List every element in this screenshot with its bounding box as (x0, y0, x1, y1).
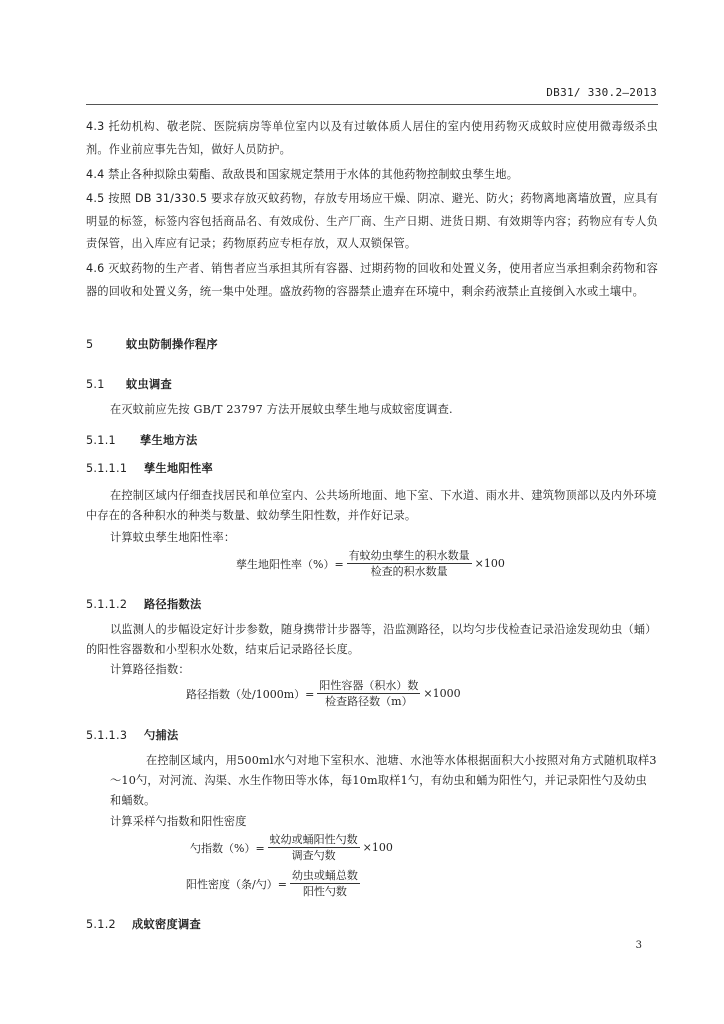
formula-denominator: 调查勺数 (291, 849, 336, 862)
section-5-heading (86, 336, 218, 352)
section-number: 5.1.2 (86, 918, 116, 931)
formula-denominator: 检查路径数（m） (325, 695, 413, 708)
section-number: 5 (86, 338, 94, 351)
formula-multiplier: ×100 (362, 841, 393, 854)
section-5-1-1-3-heading (86, 727, 178, 743)
section-5-1-1-2-body: 以监测人的步幅设定好计步参数，随身携带计步器等，沿监测路径，以均匀步伐检查记录沿途发现幼虫（蛹）的阳性容器数和小型积水处数，结束后记录路径长度。 (86, 623, 657, 656)
section-title: 路径指数法 (144, 598, 202, 611)
clause-4-3: 4.3 托幼机构、敬老院、医院病房等单位室内以及有过敏体质人居住的室内使用药物灭成蚊时应使用微毒级杀虫剂。作业前应事先告知，做好人员防护。 (86, 120, 658, 156)
formula-intro-2: 计算路径指数： (110, 663, 190, 676)
formula-lhs: 孳生地阳性率（%）= (236, 557, 344, 571)
formula-dip-index (190, 832, 393, 863)
section-title: 成蚊密度调查 (132, 918, 201, 931)
formula-breeding-positive-rate (236, 548, 505, 579)
section-title: 孳生地方法 (140, 434, 198, 447)
formula-denominator: 检查的积水数量 (370, 565, 448, 578)
clause-4-6: 4.6 灭蚊药物的生产者、销售者应当承担其所有容器、过期药物的回收和处置义务，使用者应当承担剩余药物和容器的回收和处置义务，统一集中处理。盛放药物的容器禁止遗弃在环境中，剩余药液禁止直接倒入水或土壤中。 (86, 262, 658, 298)
section-number: 5.1.1.2 (86, 598, 128, 611)
section-5-1-heading (86, 376, 172, 392)
clause-4-4: 4.4 禁止各种拟除虫菊酯、敌敌畏和国家规定禁用于水体的其他药物控制蚊虫孳生地。 (86, 168, 519, 181)
section-5-1-1-3-body: 在控制区域内，用500ml水勺对地下室积水、池塘、水池等水体根据面积大小按照对角方式随机取样3～10勺，对河流、沟渠、水生作物田等水体，每10m取样1勺，有幼虫和蛹为阳性勺，并记录阳性勺及幼虫和蛹数。 (110, 754, 657, 807)
section-5-1-1-2-heading (86, 596, 201, 612)
formula-lhs: 勺指数（%）= (190, 841, 265, 855)
section-number: 5.1.1.3 (86, 729, 128, 742)
formula-route-index (186, 678, 461, 709)
formula-positive-density (186, 868, 363, 899)
document-code: DB31/ 330.2—2013 (546, 86, 657, 99)
section-number: 5.1.1.1 (86, 462, 128, 475)
section-number: 5.1 (86, 378, 105, 391)
formula-numerator: 阳性容器（积水）数 (319, 679, 419, 692)
formula-numerator: 蚊幼或蛹阳性勺数 (269, 833, 358, 846)
formula-lhs: 路径指数（处/1000m）= (186, 687, 315, 701)
section-title: 勺捕法 (144, 729, 179, 742)
section-5-1-1-1-heading (86, 460, 213, 476)
formula-intro-3: 计算采样勺指数和阳性密度 (110, 815, 247, 828)
formula-multiplier: ×1000 (423, 687, 461, 700)
formula-numerator: 幼虫或蛹总数 (291, 869, 358, 882)
formula-lhs: 阳性密度（条/勺）= (186, 877, 287, 891)
section-5-1-2-heading (86, 916, 201, 932)
formula-numerator: 有蚊幼虫孳生的积水数量 (348, 549, 470, 562)
section-title: 孳生地阳性率 (144, 462, 213, 475)
clause-4-5: 4.5 按照 DB 31/330.5 要求存放灭蚊药物，存放专用场应干燥、阴凉、避光、防火；药物离地离墙放置，应具有明显的标签，标签内容包括商品名、有效成份、生产厂商、生产日期、进货日期、有效期等内容；药物应有专人负责保管，出入库应有记录；药物原药应专柜存放，双人双锁保管。 (86, 192, 658, 250)
section-5-1-body: 在灭蚊前应先按 GB/T 23797 方法开展蚊虫孳生地与成蚊密度调查. (110, 403, 453, 416)
section-title: 蚊虫防制操作程序 (126, 338, 218, 351)
header-rule (86, 104, 658, 105)
section-number: 5.1.1 (86, 434, 116, 447)
section-title: 蚊虫调查 (126, 378, 172, 391)
formula-multiplier: ×100 (474, 557, 505, 570)
formula-denominator: 阳性勺数 (302, 885, 347, 898)
formula-intro-1: 计算蚊虫孳生地阳性率： (110, 531, 236, 544)
page-number: 3 (635, 940, 642, 951)
section-5-1-1-1-body: 在控制区域内仔细查找居民和单位室内、公共场所地面、地下室、下水道、雨水井、建筑物顶部以及内外环境中存在的各种积水的种类与数量、蚊幼孳生阳性数，并作好记录。 (86, 489, 657, 522)
section-5-1-1-heading (86, 432, 197, 448)
